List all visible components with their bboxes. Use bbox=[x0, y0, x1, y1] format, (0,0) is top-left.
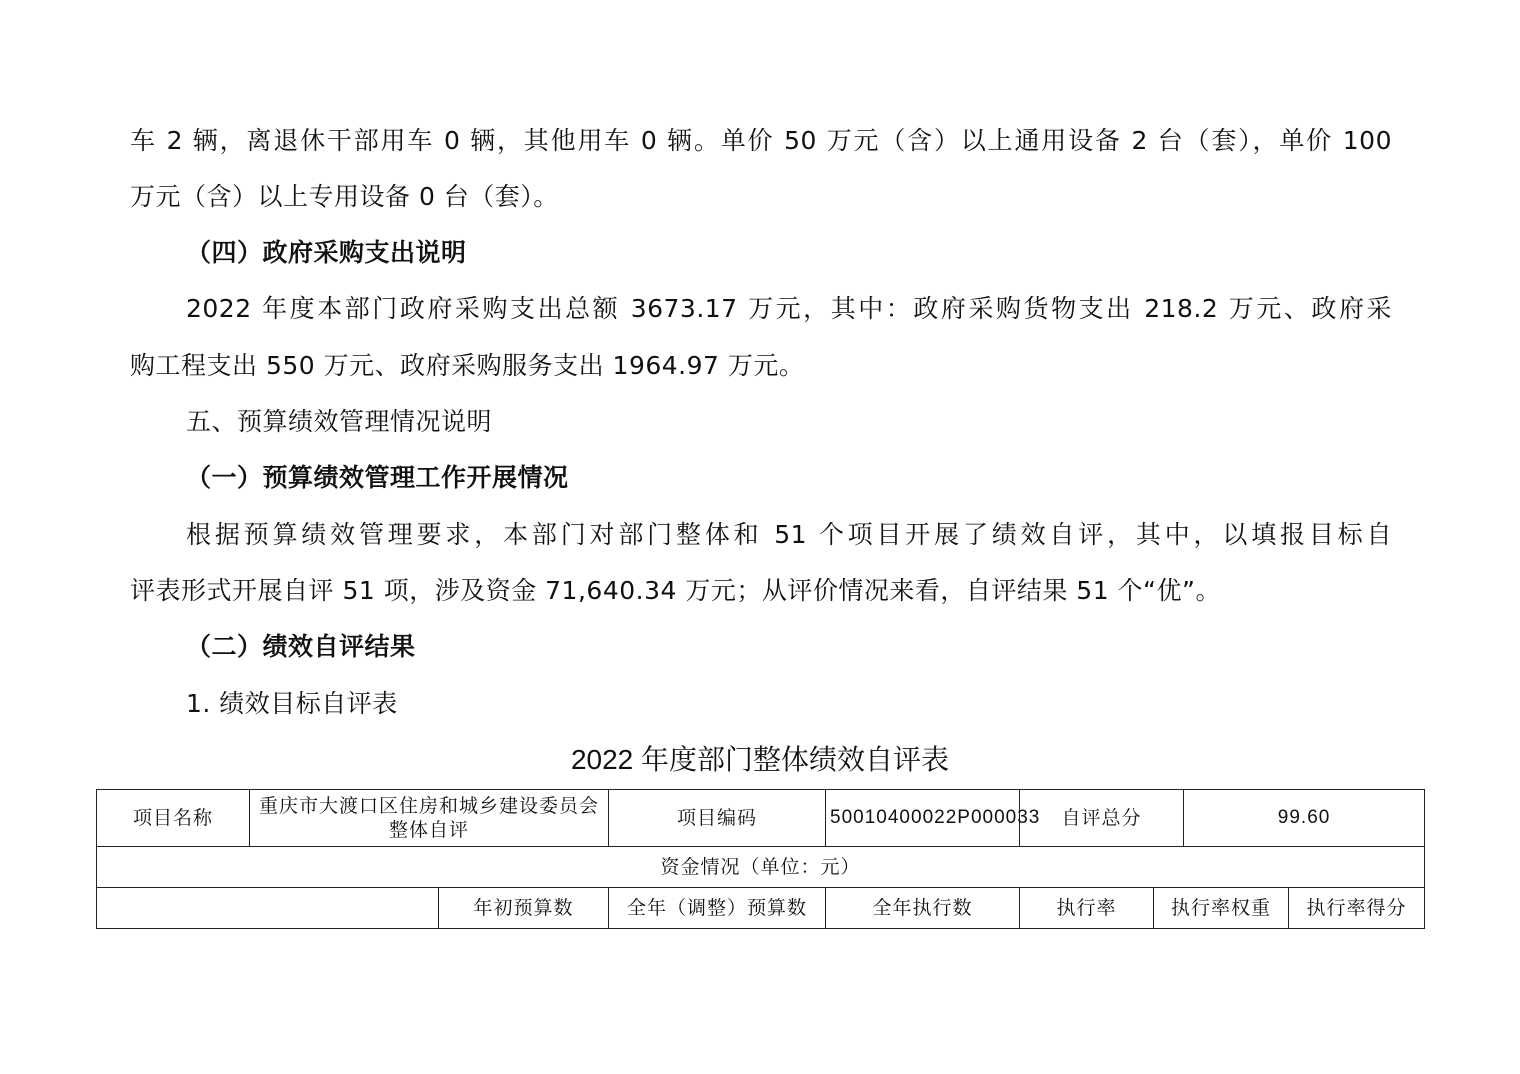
blank-cell bbox=[97, 888, 439, 929]
subheading-performance-work: （一）预算绩效管理工作开展情况 bbox=[186, 463, 569, 492]
project-code-label: 项目编码 bbox=[609, 790, 826, 847]
col-executed: 全年执行数 bbox=[826, 888, 1020, 929]
project-name-value: 重庆市大渡口区住房和城乡建设委员会整体自评 bbox=[250, 790, 609, 847]
table-title: 2022 年度部门整体绩效自评表 bbox=[570, 744, 950, 775]
paragraph-line: 万元（含）以上专用设备 0 台（套）。 bbox=[130, 182, 559, 211]
self-evaluation-table bbox=[96, 789, 1425, 929]
table-row bbox=[97, 888, 1425, 929]
table-row bbox=[97, 847, 1425, 888]
col-execution-rate: 执行率 bbox=[1020, 888, 1154, 929]
project-code-value: 50010400022P000033 bbox=[826, 790, 1020, 847]
col-rate-weight: 执行率权重 bbox=[1154, 888, 1289, 929]
total-score-label: 自评总分 bbox=[1020, 790, 1184, 847]
paragraph-line: 根据预算绩效管理要求，本部门对部门整体和 51 个项目开展了绩效自评，其中，以填报目标自 bbox=[186, 520, 1392, 549]
subheading-self-evaluation-results: （二）绩效自评结果 bbox=[186, 632, 416, 661]
paragraph-line: 评表形式开展自评 51 项，涉及资金 71,640.34 万元；从评价情况来看，自评结果 51 个“优”。 bbox=[130, 576, 1221, 605]
paragraph-line: 购工程支出 550 万元、政府采购服务支出 1964.97 万元。 bbox=[130, 351, 805, 380]
subheading-procurement: （四）政府采购支出说明 bbox=[186, 238, 467, 267]
col-initial-budget: 年初预算数 bbox=[439, 888, 609, 929]
item-heading-target-table: 1. 绩效目标自评表 bbox=[186, 689, 398, 718]
col-adjusted-budget: 全年（调整）预算数 bbox=[609, 888, 826, 929]
funds-heading: 资金情况（单位：元） bbox=[97, 847, 1425, 888]
col-rate-score: 执行率得分 bbox=[1289, 888, 1425, 929]
total-score-value: 99.60 bbox=[1184, 790, 1425, 847]
section-heading-5: 五、预算绩效管理情况说明 bbox=[186, 407, 493, 436]
project-name-label: 项目名称 bbox=[97, 790, 250, 847]
paragraph-line: 车 2 辆，离退休干部用车 0 辆，其他用车 0 辆。单价 50 万元（含）以上通用设备 2 台（套），单价 100 bbox=[130, 126, 1392, 155]
paragraph-line: 2022 年度本部门政府采购支出总额 3673.17 万元，其中：政府采购货物支出 218.2 万元、政府采 bbox=[186, 294, 1392, 323]
table-row bbox=[97, 790, 1425, 847]
